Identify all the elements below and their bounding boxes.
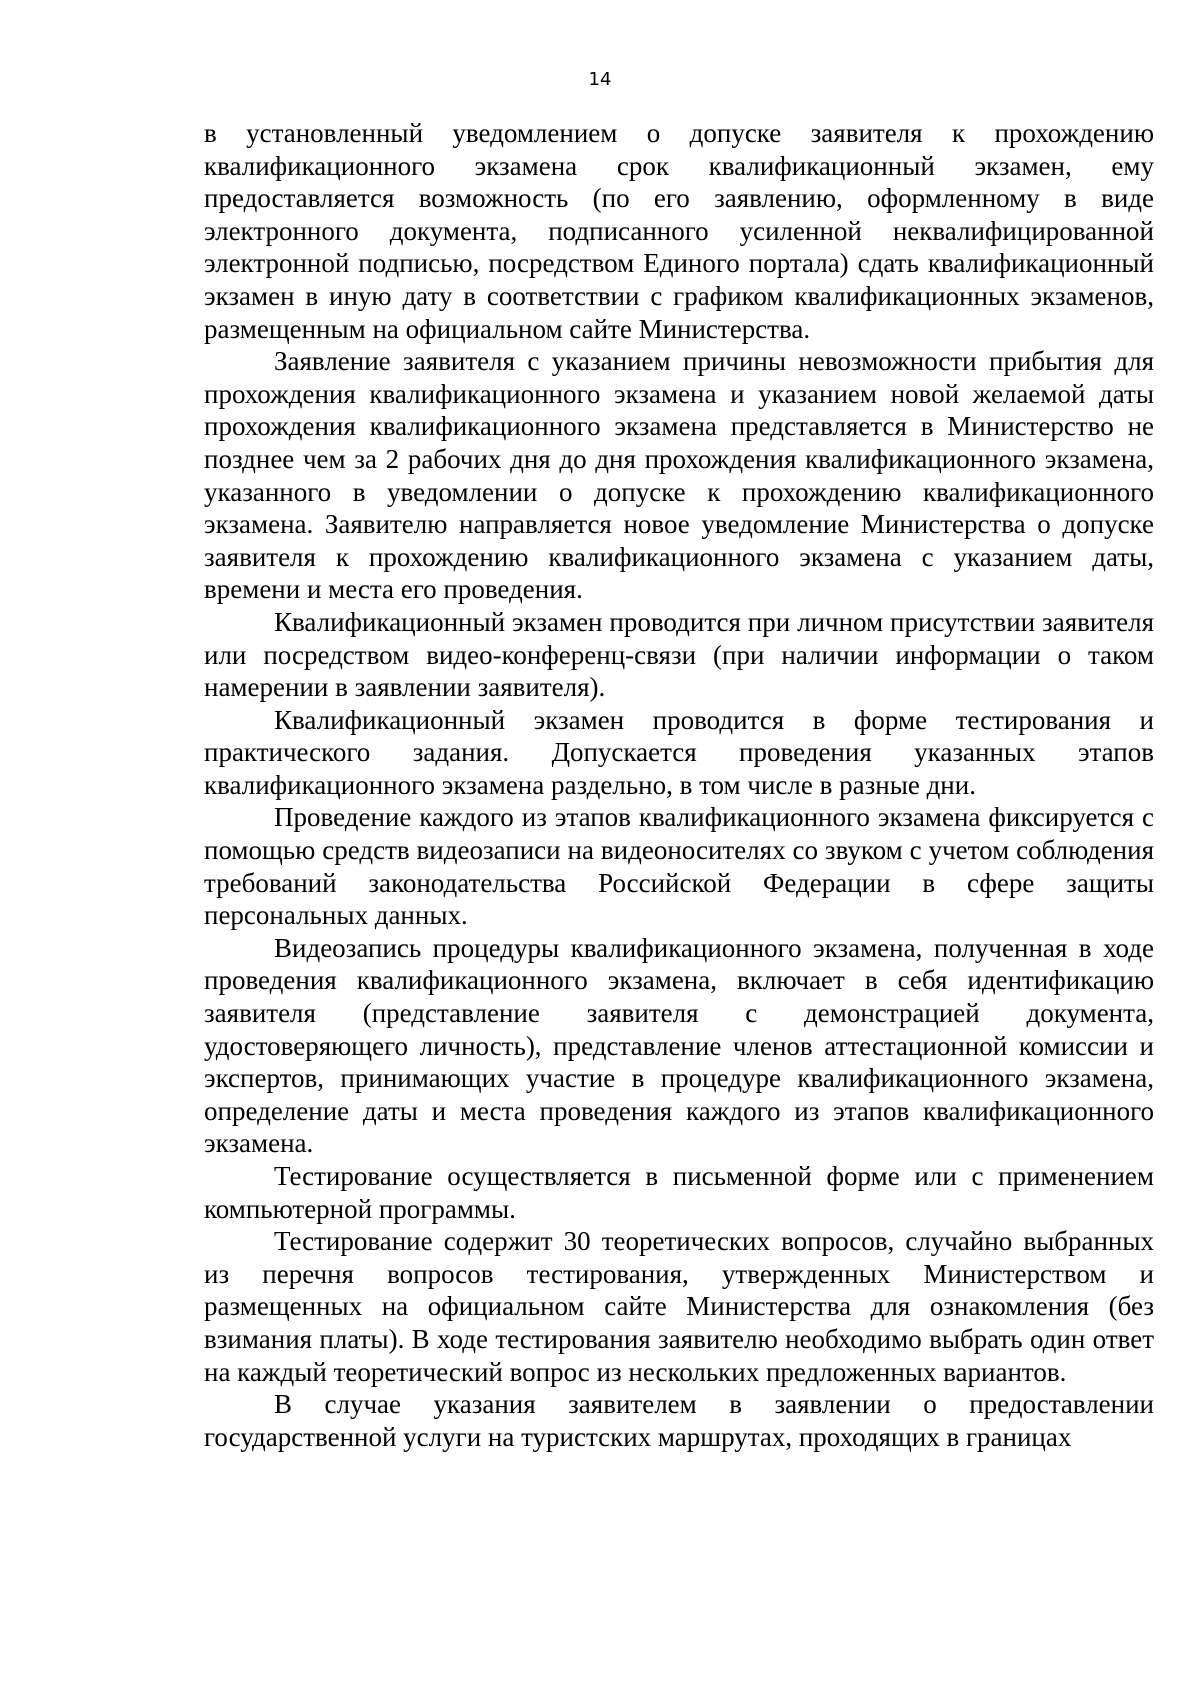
paragraph-exam-form: Квалификационный экзамен проводится в форме тестирования и практического задания. Допускается проведения указанных этапов квалификационного экзамена раздельно, в том числе в разные дни. [204, 704, 1154, 800]
paragraph-tourist-routes: В случае указания заявителем в заявлении о предоставлении государственной услуги на туристских маршрутах, проходящих в границах [204, 1389, 1154, 1452]
paragraph-video-content: Видеозапись процедуры квалификационного экзамена, полученная в ходе проведения квалификационного экзамена, включает в себя идентификацию заявителя (представление заявителя с демонстрацией документа, удостоверяющего личность), представление членов аттестационной комиссии и экспертов, принимающих участие в процедуре квалификационного экзамена, определение даты и места проведения каждого из этапов квалификационного экзамена. [204, 932, 1154, 1159]
paragraph-video-recording: Проведение каждого из этапов квалификационного экзамена фиксируется с помощью средств видеозаписи на видеоносителях со звуком с учетом соблюдения требований законодательства Российской Федерации в сфере защиты персональных данных. [204, 802, 1154, 931]
paragraph-continuation: в установленный уведомлением о допуске заявителя к прохождению квалификационного экзамена срок квалификационный экзамен, ему предоставляется возможность (по его заявлению, оформленному в виде электронного документа, подписанного усиленной неквалифицированной электронной подписью, посредством Единого портала) сдать квалификационный экзамен в иную дату в соответствии с графиком квалификационных экзаменов, размещенным на официальном сайте Министерства. [204, 118, 1154, 344]
paragraph-testing-content: Тестирование содержит 30 теоретических вопросов, случайно выбранных из перечня вопросов тестирования, утвержденных Министерством и размещенных на официальном сайте Министерства для ознакомления (без взимания платы). В ходе тестирования заявителю необходимо выбрать один ответ на каждый теоретический вопрос из нескольких предложенных вариантов. [204, 1226, 1154, 1387]
paragraph-testing-form: Тестирование осуществляется в письменной форме или с применением компьютерной программы. [204, 1161, 1154, 1224]
paragraph-application-new-date: Заявление заявителя с указанием причины невозможности прибытия для прохождения квалификационного экзамена и указанием новой желаемой даты прохождения квалификационного экзамена представляется в Министерство не позднее чем за 2 рабочих дня до дня прохождения квалификационного экзамена, указанного в уведомлении о допуске к прохождению квалификационного экзамена. Заявителю направляется новое уведомление Министерства о допуске заявителя к прохождению квалификационного экзамена с указанием даты, времени и места его проведения. [204, 346, 1154, 605]
page-number: 14 [588, 69, 612, 90]
paragraph-personal-presence: Квалификационный экзамен проводится при личном присутствии заявителя или посредством видео-конференц-связи (при наличии информации о таком намерении в заявлении заявителя). [204, 606, 1154, 703]
document-body [204, 117, 1154, 1453]
